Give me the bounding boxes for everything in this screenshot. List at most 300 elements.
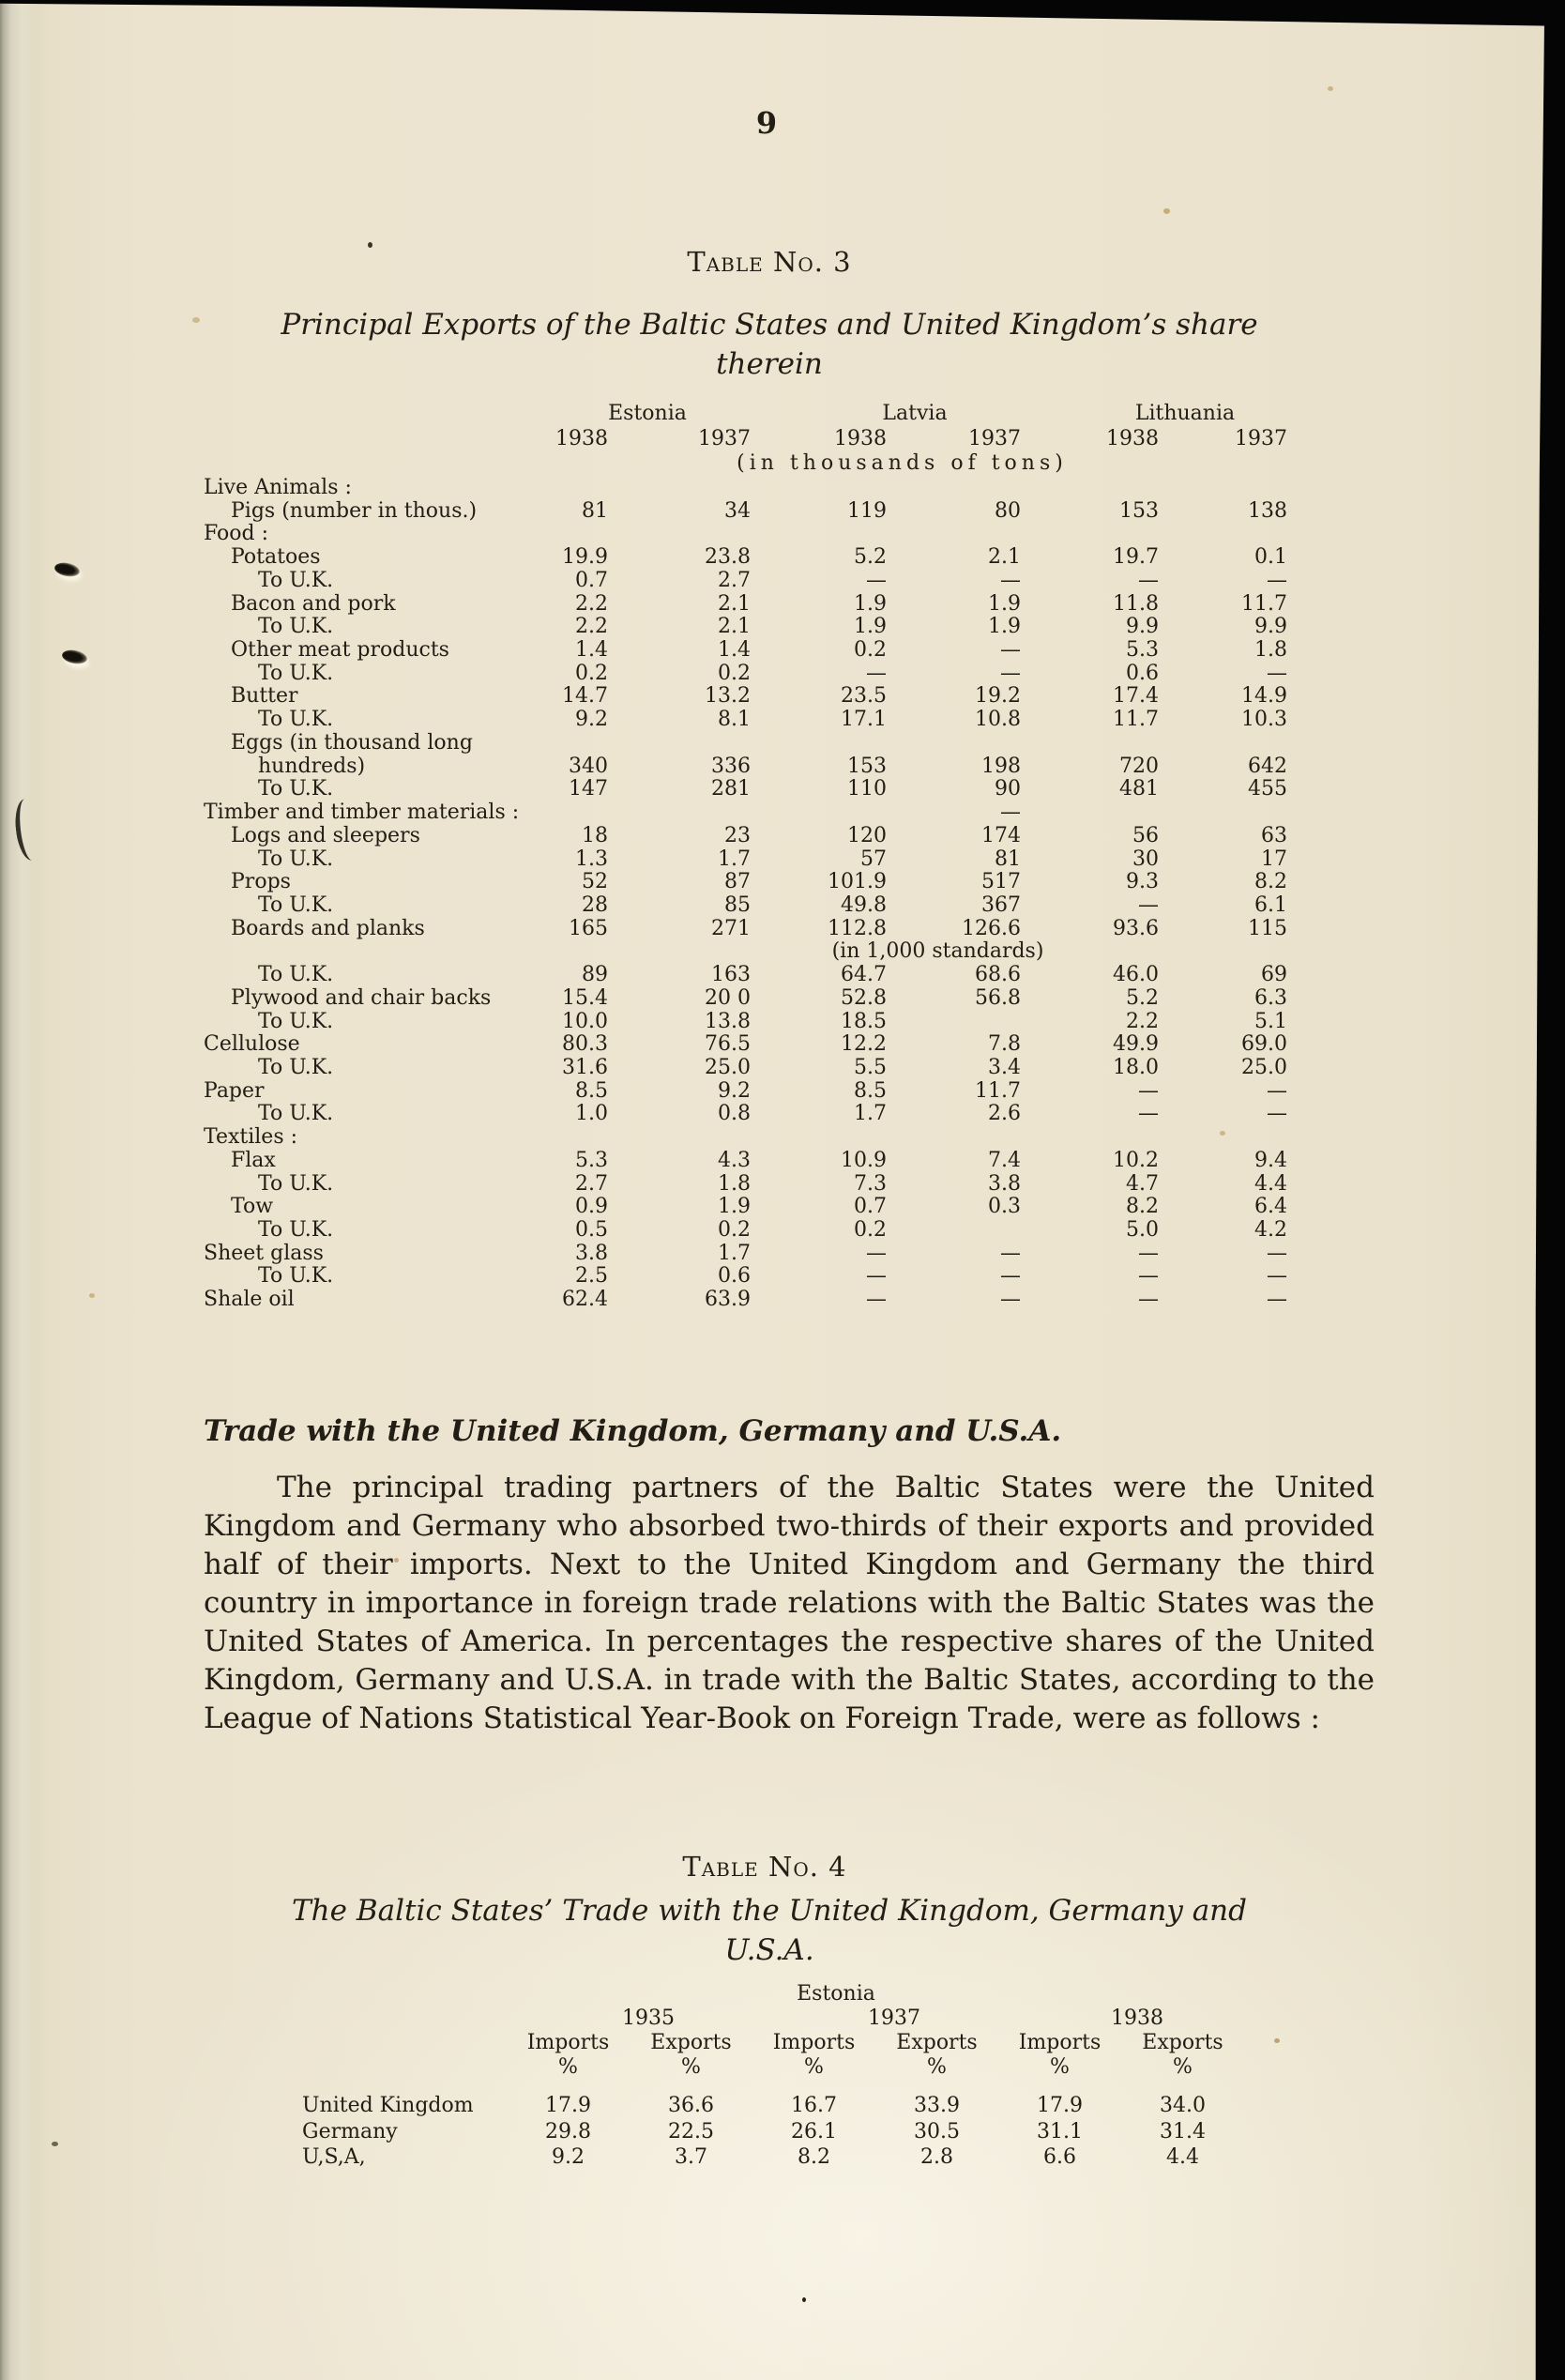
col-header: Exports	[650, 2031, 732, 2054]
year-col: 1938	[555, 427, 608, 450]
cell-value: 165	[569, 916, 608, 940]
table3-row	[204, 755, 1287, 779]
cell-value: 9.9	[1254, 615, 1287, 639]
cell-value: 20 0	[705, 985, 751, 1010]
cell-value: 2.7	[718, 568, 751, 592]
cell-value: 31.1	[1037, 2119, 1083, 2144]
cell-value: 0.7	[575, 568, 608, 592]
cell-value: 23.5	[841, 684, 887, 709]
cell-value: 120	[847, 823, 887, 847]
spacer	[302, 2055, 507, 2080]
cell-value	[1021, 1126, 1159, 1150]
row-label: Bacon and pork	[231, 591, 396, 616]
row-label: Textiles :	[204, 1125, 298, 1150]
cell-value: 1.4	[718, 638, 751, 663]
spacer	[302, 2031, 507, 2055]
cell-value	[608, 1126, 751, 1150]
cell-value: 5.0	[1126, 1218, 1159, 1242]
cell-value: 68.6	[975, 963, 1021, 987]
cell-value	[751, 1126, 887, 1150]
cell-value: 33.9	[914, 2094, 960, 2117]
table3-row	[204, 523, 1287, 546]
cell-value: 11.7	[1241, 591, 1287, 616]
cell-value: 720	[1119, 754, 1159, 778]
cell-value: 19.9	[562, 545, 608, 570]
cell-value	[1021, 523, 1159, 546]
cell-value: 0.9	[575, 1195, 608, 1219]
cell-value: 9.2	[575, 708, 608, 732]
cell-value	[1021, 801, 1159, 825]
cell-value: —	[1267, 1102, 1287, 1126]
cell-value: 7.3	[854, 1171, 887, 1196]
table3-row	[204, 894, 1287, 918]
table3-row	[204, 1033, 1287, 1057]
row-label: Food :	[204, 522, 269, 546]
row-label: Other meat products	[231, 638, 449, 663]
row-label: Sheet glass	[204, 1241, 324, 1265]
cell-value: 49.8	[841, 892, 887, 917]
cell-value: 9.3	[1126, 870, 1159, 894]
cell-value: 4.4	[1166, 2145, 1199, 2169]
cell-value: 0.2	[718, 661, 751, 685]
table3-title-line1: Principal Exports of the Baltic States and United Kingdom’s share	[281, 308, 1258, 342]
cell-value: 81	[582, 498, 608, 523]
cell-value: 10.3	[1241, 708, 1287, 732]
spacer	[204, 427, 544, 451]
table3-row	[204, 709, 1287, 732]
cell-value: 4.4	[1254, 1171, 1287, 1196]
paper-speck	[1163, 208, 1170, 214]
table3-row	[204, 546, 1287, 570]
cell-value	[1021, 732, 1159, 755]
cell-value: 8.5	[575, 1078, 608, 1103]
cell-value: 1.9	[854, 591, 887, 616]
table3-row	[204, 964, 1287, 987]
table4-row	[302, 2119, 1244, 2145]
cell-value: 5.5	[854, 1055, 887, 1079]
col-header: Exports	[896, 2031, 978, 2054]
cell-value	[608, 477, 751, 500]
cell-value: 93.6	[1113, 916, 1159, 940]
table3-row	[204, 1219, 1287, 1243]
row-label: Eggs (in thousand long	[231, 730, 473, 755]
cell-value: —	[1138, 1078, 1159, 1103]
cell-value: —	[866, 1264, 887, 1289]
cell-value: —	[1000, 568, 1021, 592]
cell-value: 46.0	[1113, 963, 1159, 987]
column-group-estonia: Estonia	[608, 402, 687, 425]
cell-value	[887, 1126, 1021, 1150]
cell-value: 4.2	[1254, 1218, 1287, 1242]
cell-value: 1.7	[718, 1241, 751, 1265]
unit-note: (in thousands of tons)	[737, 451, 1068, 475]
cell-value: 7.8	[988, 1032, 1021, 1057]
cell-value	[1159, 477, 1287, 500]
page-number: 9	[755, 105, 778, 141]
cell-value: —	[1000, 1264, 1021, 1289]
cell-value: 481	[1119, 777, 1159, 801]
cell-value: 281	[711, 777, 751, 801]
cell-value	[544, 732, 608, 755]
cell-value: 11.7	[975, 1078, 1021, 1103]
table4-column-header	[302, 2031, 1244, 2055]
year-col: 1937	[698, 427, 751, 450]
table3-row	[204, 801, 1287, 825]
year-col: 1938	[834, 427, 887, 450]
cell-value: 6.6	[1043, 2145, 1076, 2169]
cell-value: 57	[860, 847, 887, 871]
table3-row	[204, 500, 1287, 524]
cell-value: 81	[995, 847, 1021, 871]
cell-value: 0.6	[718, 1264, 751, 1289]
table3-row	[204, 1289, 1287, 1312]
cell-value: 2.1	[718, 615, 751, 639]
cell-value: 90	[995, 777, 1021, 801]
cell-value: 1.9	[718, 1195, 751, 1219]
cell-value	[544, 523, 608, 546]
cell-value: 271	[711, 916, 751, 940]
cell-value	[608, 732, 751, 755]
cell-value: 19.2	[975, 684, 1021, 709]
cell-value: 0.1	[1254, 545, 1287, 570]
row-label: To U.K.	[258, 1102, 334, 1126]
cell-value: 80.3	[562, 1032, 608, 1057]
cell-value: 9.2	[552, 2145, 585, 2169]
cell-value: 101.9	[828, 870, 887, 894]
row-label: Tow	[231, 1195, 274, 1219]
cell-value: 7.4	[988, 1148, 1021, 1172]
cell-value: 17.4	[1113, 684, 1159, 709]
cell-value	[608, 523, 751, 546]
cell-value: 642	[1248, 754, 1287, 778]
cell-value: 1.9	[988, 615, 1021, 639]
row-label: To U.K.	[258, 892, 334, 917]
cell-value: —	[1267, 1241, 1287, 1265]
col-header: Imports	[1018, 2031, 1102, 2054]
cell-value: 0.2	[854, 1218, 887, 1242]
cell-value	[544, 477, 608, 500]
table4-title-line2: U.S.A.	[724, 1933, 814, 1967]
cell-value: 367	[981, 892, 1021, 917]
year-col: 1938	[1106, 427, 1159, 450]
cell-value: 80	[995, 498, 1021, 523]
row-label: Germany	[302, 2119, 398, 2144]
cell-value: 3.8	[988, 1171, 1021, 1196]
cell-value: 6.1	[1254, 892, 1287, 917]
table3-row	[204, 1150, 1287, 1173]
cell-value: —	[1267, 661, 1287, 685]
cell-value: 22.5	[668, 2119, 714, 2144]
row-label: Timber and timber materials :	[204, 801, 520, 825]
row-label: United Kingdom	[302, 2094, 474, 2117]
cell-value: 8.5	[854, 1078, 887, 1103]
cell-value: —	[1000, 638, 1021, 663]
column-group-lithuania: Lithuania	[1134, 402, 1236, 425]
year-col: 1937	[868, 2006, 920, 2030]
cell-value: 147	[569, 777, 608, 801]
table3-row	[204, 987, 1287, 1011]
col-header: Imports	[772, 2031, 856, 2054]
cell-value: 2.2	[575, 591, 608, 616]
cell-value: 25.0	[1241, 1055, 1287, 1079]
cell-value: 13.2	[705, 684, 751, 709]
cell-value: 119	[847, 498, 887, 523]
cell-value: 17.9	[545, 2094, 591, 2117]
cell-value	[751, 801, 887, 825]
cell-value	[1159, 801, 1287, 825]
cell-value: 25.0	[705, 1055, 751, 1079]
cell-value	[751, 477, 887, 500]
row-label: Potatoes	[231, 545, 321, 570]
row-label: To U.K.	[258, 847, 334, 871]
cell-value: 153	[1119, 498, 1159, 523]
table3-row	[204, 477, 1287, 500]
spacer	[302, 2006, 507, 2031]
cell-value: 0.2	[718, 1218, 751, 1242]
cell-value	[887, 523, 1021, 546]
row-label: To U.K.	[258, 963, 334, 987]
cell-value: 6.3	[1254, 985, 1287, 1010]
cell-value: 5.2	[1126, 985, 1159, 1010]
row-label: Pigs (number in thous.)	[231, 498, 478, 523]
cell-value	[887, 477, 1021, 500]
cell-value: 30.5	[914, 2119, 960, 2144]
cell-value: 18.0	[1113, 1055, 1159, 1079]
percent-symbol: %	[681, 2055, 701, 2079]
row-label: Boards and planks	[231, 916, 425, 940]
cell-value: —	[1267, 1288, 1287, 1312]
cell-value: 69	[1261, 963, 1287, 987]
table3-row	[204, 1126, 1287, 1150]
section-heading: Trade with the United Kingdom, Germany and U.S.A.	[204, 1414, 1062, 1448]
table4-year-header	[302, 2006, 1244, 2031]
cell-value: —	[866, 1288, 887, 1312]
table4-row	[302, 2093, 1244, 2119]
cell-value: 1.7	[718, 847, 751, 871]
cell-value: 1.4	[575, 638, 608, 663]
table3-row	[204, 732, 1287, 755]
cell-value: 13.8	[705, 1009, 751, 1033]
row-label: U,S,A,	[302, 2145, 366, 2169]
cell-value: 34.0	[1160, 2094, 1206, 2117]
cell-value: 28	[582, 892, 608, 917]
cell-value: 0.7	[854, 1195, 887, 1219]
cell-value: —	[1138, 1264, 1159, 1289]
cell-value: 2.8	[920, 2145, 953, 2169]
cell-value: 0.2	[854, 638, 887, 663]
table3-row	[204, 1265, 1287, 1289]
cell-value: 0.2	[575, 661, 608, 685]
cell-value: 2.1	[718, 591, 751, 616]
cell-value: —	[1138, 892, 1159, 917]
cell-value: 23	[724, 823, 751, 847]
cell-value: 112.8	[828, 916, 887, 940]
cell-value: 31.4	[1160, 2119, 1206, 2144]
percent-symbol: %	[927, 2055, 947, 2079]
table3-row	[204, 871, 1287, 894]
cell-value	[544, 801, 608, 825]
row-label: To U.K.	[258, 568, 334, 592]
cell-value: —	[1267, 1264, 1287, 1289]
table3-row	[204, 685, 1287, 709]
cell-value: 31.6	[562, 1055, 608, 1079]
cell-value: —	[1000, 1241, 1021, 1265]
cell-value: 30	[1132, 847, 1159, 871]
table3-row	[204, 778, 1287, 801]
year-col: 1938	[1111, 2006, 1163, 2030]
cell-value: 62.4	[562, 1288, 608, 1312]
cell-value: 63.9	[705, 1288, 751, 1312]
cell-value: 9.4	[1254, 1148, 1287, 1172]
cell-value	[1159, 1126, 1287, 1150]
standards-note: (in 1,000 standards)	[831, 939, 1044, 964]
table4-heading: Table No. 4	[682, 1851, 847, 1883]
cell-value: 34	[724, 498, 751, 523]
cell-value: 85	[724, 892, 751, 917]
cell-value: 5.1	[1254, 1009, 1287, 1033]
cell-value: 29.8	[545, 2119, 591, 2144]
paper-speck	[52, 2142, 58, 2146]
cell-value: 11.7	[1113, 708, 1159, 732]
cell-value	[1021, 477, 1159, 500]
paper-speck	[1328, 86, 1333, 91]
cell-value: —	[866, 568, 887, 592]
cell-value: 69.0	[1241, 1032, 1287, 1057]
cell-value: 10.0	[562, 1009, 608, 1033]
cell-value: 0.5	[575, 1218, 608, 1242]
cell-value: 0.3	[988, 1195, 1021, 1219]
cell-value: 3.7	[675, 2145, 707, 2169]
row-label: To U.K.	[258, 1171, 334, 1196]
cell-value	[1159, 732, 1287, 755]
cell-value: —	[1138, 1241, 1159, 1265]
row-label: To U.K.	[258, 1055, 334, 1079]
cell-value: 1.0	[575, 1102, 608, 1126]
table4-region-header: Estonia	[797, 1982, 875, 2006]
cell-value: 8.2	[1254, 870, 1287, 894]
row-label: hundreds)	[258, 754, 366, 778]
table3-year-header	[204, 427, 1287, 451]
cell-value: 17.9	[1037, 2094, 1083, 2117]
row-label: Paper	[204, 1078, 265, 1103]
cell-value: 2.7	[575, 1171, 608, 1196]
cell-value: 11.8	[1113, 591, 1159, 616]
cell-value: 174	[981, 823, 1021, 847]
cell-value: 15.4	[562, 985, 608, 1010]
column-group-latvia: Latvia	[882, 402, 948, 425]
row-label: Shale oil	[204, 1288, 295, 1312]
paper-speck	[802, 2297, 806, 2302]
cell-value: 1.8	[718, 1171, 751, 1196]
cell-value: 8.2	[1126, 1195, 1159, 1219]
cell-value: 14.7	[562, 684, 608, 709]
cell-value: 52.8	[841, 985, 887, 1010]
cell-value: 36.6	[668, 2094, 714, 2117]
table3-heading: Table No. 3	[687, 246, 852, 278]
paper-speck	[1274, 2038, 1280, 2043]
col-header: Exports	[1142, 2031, 1223, 2054]
cell-value: 10.2	[1113, 1148, 1159, 1172]
cell-value: 14.9	[1241, 684, 1287, 709]
cell-value: 1.9	[854, 615, 887, 639]
cell-value: 3.4	[988, 1055, 1021, 1079]
cell-value: 26.1	[791, 2119, 837, 2144]
row-label: To U.K.	[258, 777, 334, 801]
table3-body	[204, 477, 1287, 1312]
cell-value	[1159, 523, 1287, 546]
row-label: Flax	[231, 1148, 276, 1172]
cell-value: 6.4	[1254, 1195, 1287, 1219]
cell-value: 138	[1248, 498, 1287, 523]
cell-value	[887, 732, 1021, 755]
cell-value: 52	[582, 870, 608, 894]
cell-value: 17.1	[841, 708, 887, 732]
cell-value: 9.2	[718, 1078, 751, 1103]
row-label: To U.K.	[258, 1218, 334, 1242]
cell-value: 18	[582, 823, 608, 847]
cell-value: 9.9	[1126, 615, 1159, 639]
cell-value: —	[1138, 1288, 1159, 1312]
row-label: Cellulose	[204, 1032, 300, 1057]
cell-value: —	[1267, 1078, 1287, 1103]
cell-value	[608, 801, 751, 825]
cell-value: 18.5	[841, 1009, 887, 1033]
cell-value: —	[1138, 568, 1159, 592]
table3-row	[204, 825, 1287, 848]
table3-row	[204, 848, 1287, 872]
table3-row	[204, 1057, 1287, 1080]
cell-value: 5.2	[854, 545, 887, 570]
cell-value: 4.7	[1126, 1171, 1159, 1196]
cell-value: 87	[724, 870, 751, 894]
table3-row	[204, 1243, 1287, 1266]
cell-value: 115	[1248, 916, 1287, 940]
cell-value: 63	[1261, 823, 1287, 847]
cell-value: 336	[711, 754, 751, 778]
row-label: To U.K.	[258, 1009, 334, 1033]
cell-value	[751, 523, 887, 546]
spacer	[204, 402, 544, 426]
percent-symbol: %	[1173, 2055, 1193, 2079]
year-col: 1937	[968, 427, 1021, 450]
cell-value: —	[1000, 801, 1021, 825]
year-col: 1935	[622, 2006, 675, 2030]
cell-value: 153	[847, 754, 887, 778]
table3-row	[204, 1080, 1287, 1104]
cell-value: 126.6	[962, 916, 1021, 940]
cell-value	[544, 1126, 608, 1150]
cell-value: 2.2	[1126, 1009, 1159, 1033]
paper-speck	[89, 1293, 95, 1298]
cell-value: 1.9	[988, 591, 1021, 616]
row-label: To U.K.	[258, 661, 334, 685]
cell-value: 49.9	[1113, 1032, 1159, 1057]
row-label: Plywood and chair backs	[231, 985, 492, 1010]
cell-value	[887, 1219, 1021, 1243]
cell-value: 5.3	[575, 1148, 608, 1172]
year-col: 1937	[1235, 427, 1287, 450]
cell-value: 10.9	[841, 1148, 887, 1172]
table3-row	[204, 918, 1287, 941]
cell-value: 110	[847, 777, 887, 801]
cell-value: 19.7	[1113, 545, 1159, 570]
cell-value: 1.7	[854, 1102, 887, 1126]
cell-value	[751, 732, 887, 755]
row-label: Props	[231, 870, 291, 894]
cell-value: 198	[981, 754, 1021, 778]
cell-value: 5.3	[1126, 638, 1159, 663]
table3-row	[204, 570, 1287, 593]
